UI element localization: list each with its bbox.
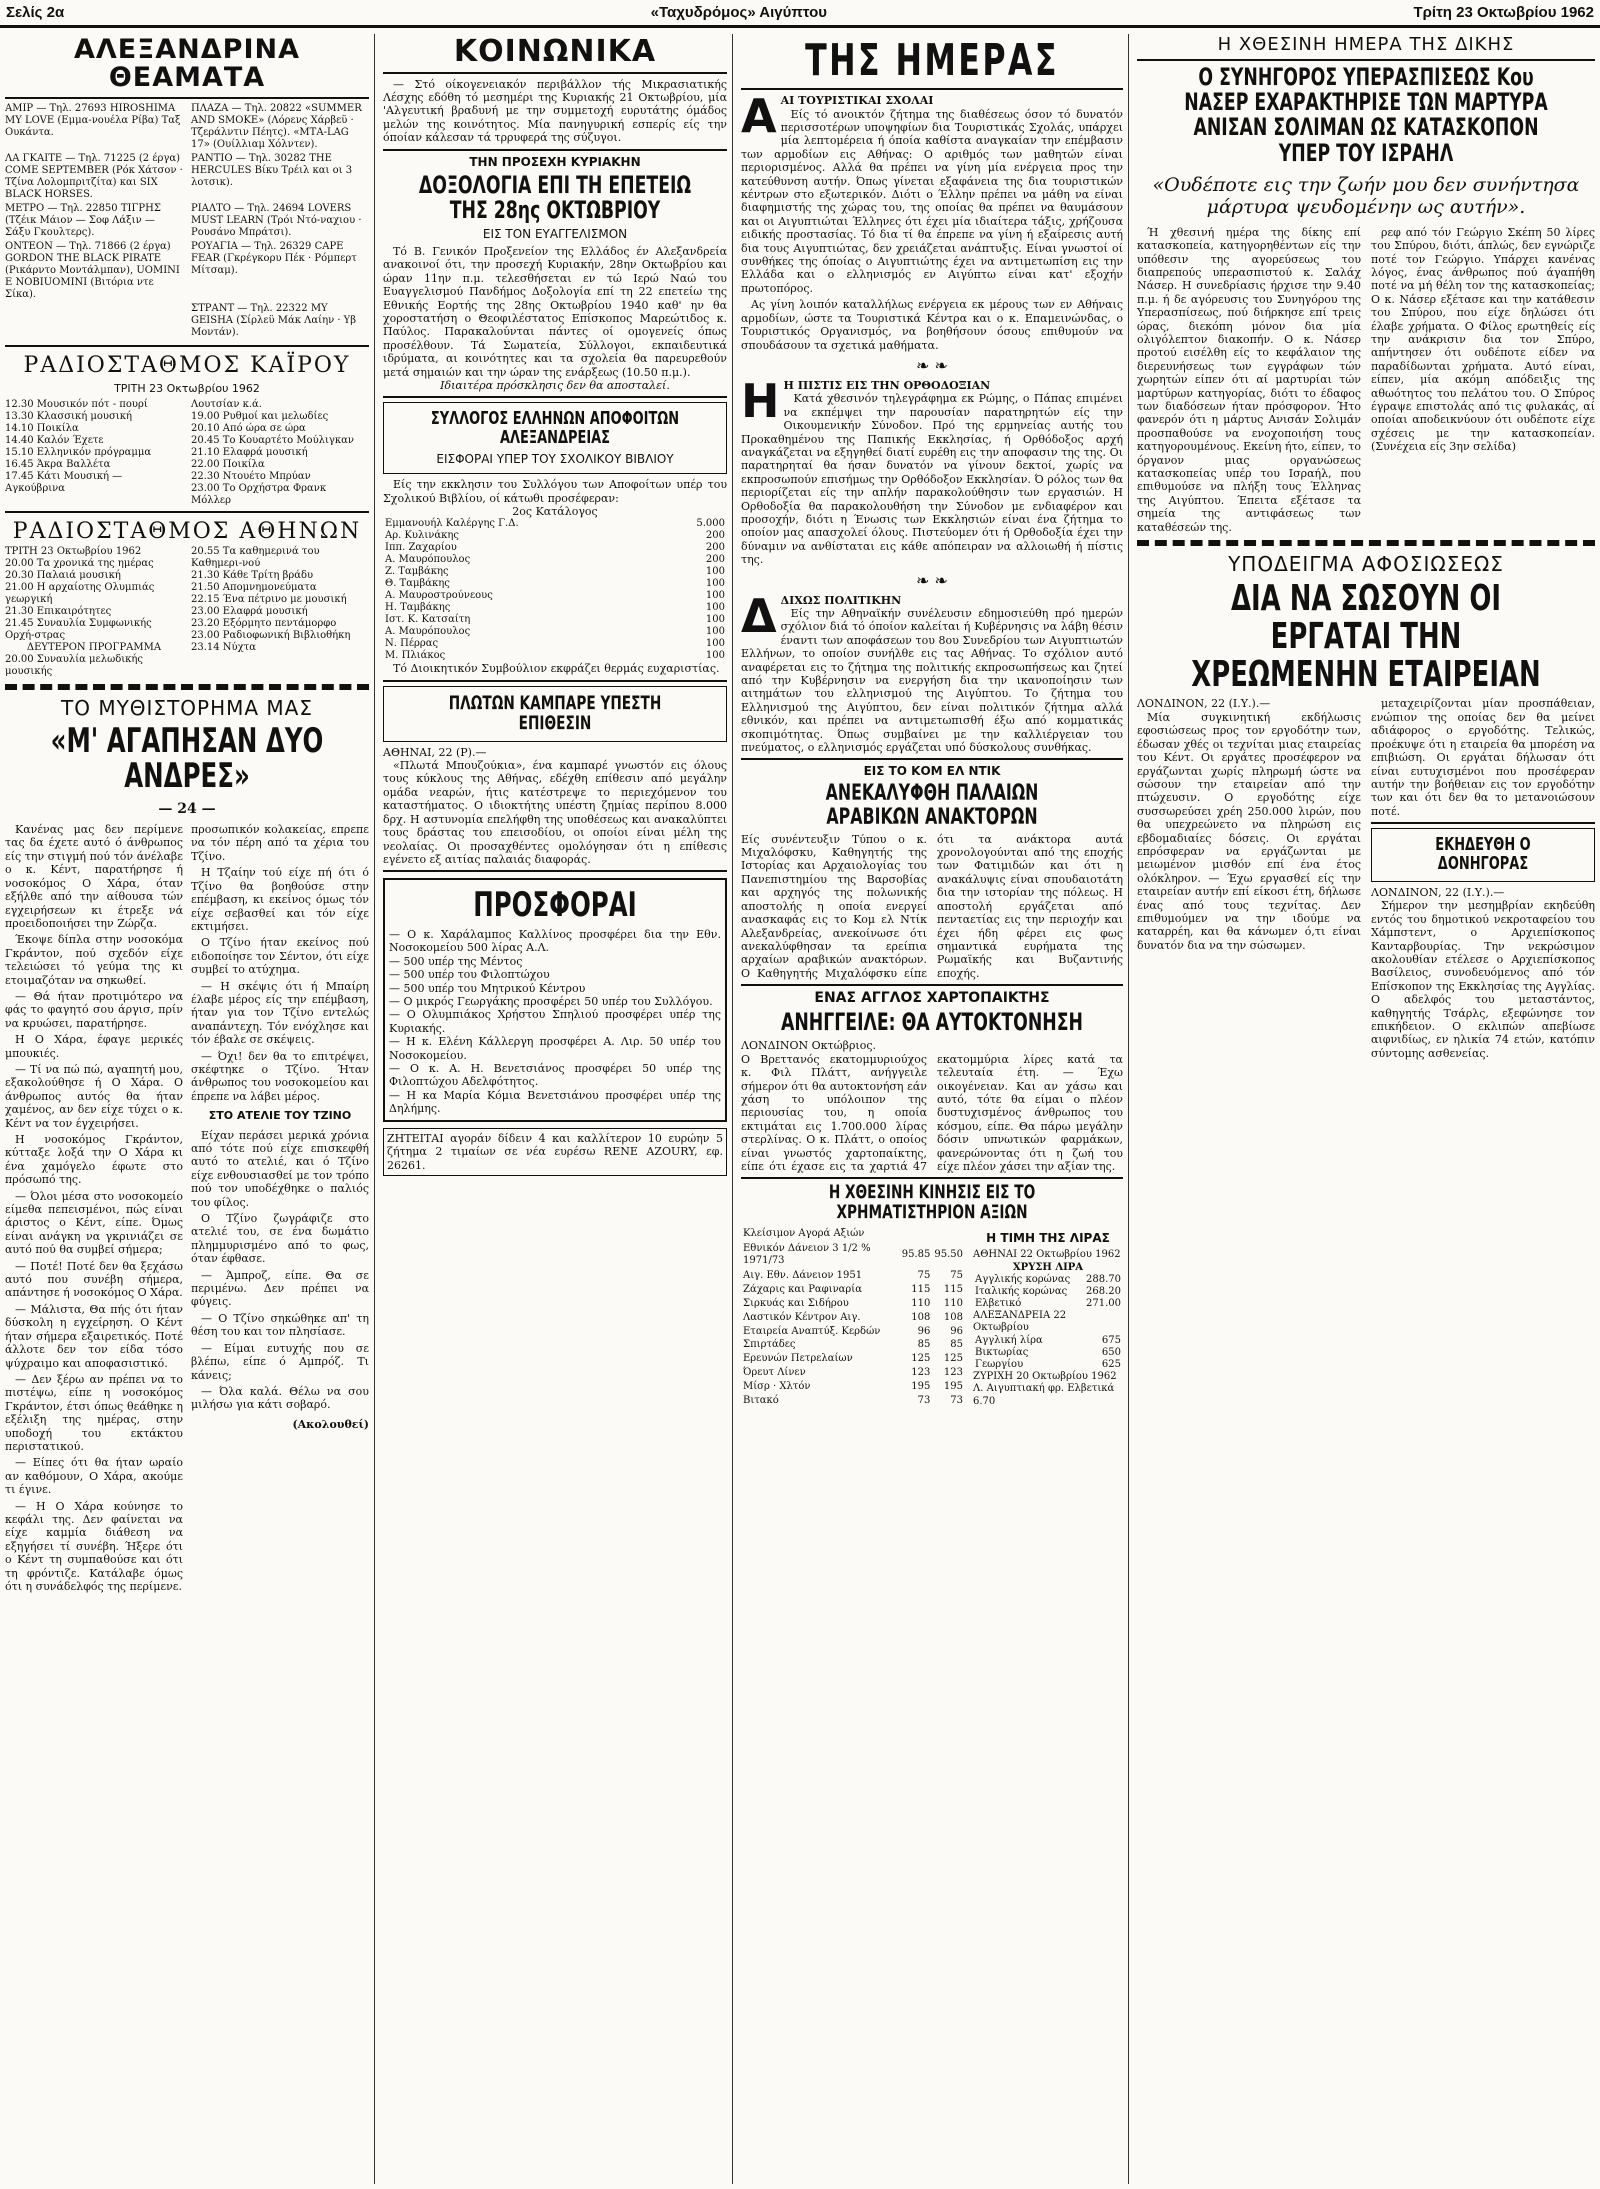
gold-row-cell: Ελβετικό — [975, 1298, 1022, 1310]
novel-body-left — [5, 823, 183, 1596]
donation-row — [383, 554, 727, 566]
schedule-row: 20.00 Συναυλία μελωδικής μουσικής — [5, 653, 144, 677]
trial-label: Η ΧΘΕΣΙΝΗ ΗΜΕΡΑ ΤΗΣ ΔΙΚΗΣ — [1217, 34, 1515, 55]
market-row — [741, 1325, 965, 1339]
schedule-row: 20.10 Από ώρα σε ώρα — [191, 422, 306, 434]
market-row-cell: Εταιρεία Αναπτύξ. Κερδών — [743, 1325, 881, 1337]
trial-quote: «Ουδέποτε εις την ζωήν μου δεν συνήντησα μάρτυρα ψευδομένην ως αυτήν». — [1152, 173, 1580, 218]
schedule-row: 15.10 Ελληνικόν πρόγραμμα — [5, 446, 152, 458]
column-news — [1132, 34, 1600, 2184]
market-row-cell: 123 — [911, 1367, 931, 1379]
cinema-listings — [5, 103, 369, 341]
schedule-row: 21.45 Συναυλία Συμφωνικής Ορχή-στρας — [5, 617, 152, 641]
donation-row — [383, 578, 727, 590]
schedule-row: 20.00 Τα χρονικά της ημέρας — [5, 557, 154, 569]
market-row-cell: 125 — [943, 1353, 963, 1365]
market-row — [741, 1394, 965, 1408]
schedule-row: 23.00 Ραδιοφωνική Βιβλιοθήκη — [191, 629, 351, 641]
butcher-box — [1371, 828, 1595, 882]
novel-paragraph: Η νοσοκόμος Γκράντον, κύτταξε λοξά την Ο Χάρα κι ένα χαμόγελο έφωτε στο πρόσωπό της. — [5, 1133, 183, 1187]
market-table — [741, 1227, 965, 1408]
schools-article — [741, 89, 1123, 352]
gold-row-cell: 288.70 — [1086, 1274, 1121, 1286]
ortho-title: Η ΠΙΣΤΙΣ ΕΙΣ ΤΗΝ ΟΡΘΟΔΟΞΙΑΝ — [783, 378, 991, 392]
gold-alex-row — [973, 1359, 1123, 1371]
plastiras-title: ΠΛΩΤΩΝ ΚΑΜΠΑΡΕ ΥΠΕΣΤΗ ΕΠΙΘΕΣΙΝ — [448, 691, 662, 734]
gold-alex-row — [973, 1347, 1123, 1359]
dropcap: Α — [741, 89, 777, 144]
gold-sub: ΧΡΥΣΗ ΛΙΡΑ — [1012, 1261, 1084, 1273]
market-row-cell: 73 — [917, 1395, 931, 1407]
kom-text: Είς συνέντευξιν Τύπου ο κ. Μιχαλόφσκυ, Καθηγητής της Ιστορίας και Αρχαιολογίας του Πανεπιστημίου της Βαρσοβίας και αρχηγός της πολωνικής αποστολής η οποία ενεργεί ανασκαφάς εις το Κομ ελ Ντίκ Αλεξανδρείας, ανεκοίνωσε ότι ανεκαλύφθησαν τα ερείπια αρχαίων αραβικών ανακτόρων. Ο Καθηγητής Μιχαλόφσκυ είπε ότι τα ανάκτορα αυτά χρονολογούνται από της εποχής των Φατιμιδών και ότι η ανακάλυψις είναι σπουδαιοτάτη δια την ιστορίαν της πόλεως. Η αποστολή εργάζεται από πενταετίας εις την περιοχήν και έχει ήδη φέρει εις φως σημαντικά ευρήματα της Ρωμαϊκής και Βυζαντινής εποχής. — [741, 832, 1123, 980]
listing-item: ΜΕΤΡΟ — Τηλ. 22850 ΤΙΓΡΗΣ (Τζέικ Μάιον — Σοφ Λάξιν — Σάξυ Γκουλτερς). — [5, 202, 161, 238]
market-row-cell — [932, 1227, 965, 1241]
listing-item: ΛΑ ΓΚΑΙΤΕ — Τηλ. 71225 (2 έργα) COME SEPTEMBER (Ρόκ Χάτσον · Τζίνα Λολομπριτζίτα) και SIX BLACK HORSES. — [5, 152, 183, 200]
schedule-row: 23.00 Το Ορχήστρα Φρανκ Μόλλερ — [191, 482, 327, 506]
ortho-article — [741, 373, 1123, 567]
policy-title: ΔΙΧΩΣ ΠΟΛΙΤΙΚΗΝ — [780, 593, 902, 607]
social-text: — Στό οίκογενειακόν περιβάλλον τής Μικρασιατικής Λέσχης εδόθη τό μεσημέρι της Κυριακής 21 Οκτωβρίου, μία 'Αλγευτική βραδυνή με την συμμετοχή ευρυτάτης όμάδος μελών της κοινότητος. Μία πανηγυρική εσπερίς είς την όποίαν κάλεσαν τά τρρυφερά της σύζυγοι. — [383, 77, 727, 145]
novel-paragraph: — Άμπροζ, είπε. Θα σε περιμένω. Δεν πρέπει να φύγεις. — [191, 1268, 369, 1309]
assoc-list-label: 2ος Κατάλογος — [512, 504, 598, 518]
offer-item: — 500 υπέρ του Φιλοπτώχου — [389, 968, 550, 982]
market-row-cell: 85 — [917, 1339, 931, 1351]
gambler-title: ΑΝΗΓΓΕΙΛΕ: ΘΑ ΑΥΤΟΚΤΟΝΗΣΗ — [780, 1008, 1084, 1037]
devotion-text2: μεταχειρίζονται μίαν προσπάθειαν, ενώπιον της οποίας δεν θα μείνει αδιάφορος ο εργοδότης. Τελικώς, προέκυψε ότι η εταιρεία θα μπορέση να επιβιώση. Οι εργάται δήλωσαν ότι είναι ευτυχισμένοι που προσέφεραν αυτήν την βοήθειαν εις τον εργοδότην των και ότι δεν θα το μετανοιώσουν ποτέ. — [1371, 697, 1595, 818]
novel-paragraph: — Ποτέ! Ποτέ δεν θα ξεχάσω αυτό που συνέβη σήμερα, απάντησε ή νοσοκόμος Ο Χάρα. — [5, 1259, 183, 1300]
schedule-row: 22.15 Ένα πέτρινο με μουσική — [191, 593, 347, 605]
assoc-text: Είς την εκκλησιν του Συλλόγου των Αποφοίτων υπέρ του Σχολικού Βιβλίου, οί κάτωθι προσέφεραν: — [383, 478, 727, 505]
market-row-cell: Λαστικόν Κέντρον Αιγ. — [743, 1311, 861, 1323]
donation-row — [383, 602, 727, 614]
gold-alex-row — [973, 1335, 1123, 1347]
donation-row-cell: Αρ. Κυλινάκης — [385, 530, 459, 542]
listing-item: ΡΟΥΑΓΙΑ — Τηλ. 26329 CAPE FEAR (Γκρέγκορυ Πέκ · Ρόμπερτ Μίτσαμ). — [191, 240, 357, 276]
column-social — [378, 34, 733, 2184]
donation-row-cell: Ζ. Ταμβάκης — [385, 566, 449, 578]
theatres-title: ΑΛΕΞΑΝΔΡΙΝΑ ΘΕΑΜΑΤΑ — [73, 34, 300, 94]
devotion-label: ΥΠΟΔΕΙΓΜΑ ΑΦΟΣΙΩΣΕΩΣ — [1228, 552, 1504, 577]
schedule-row: Λουτσίαν κ.ά. — [191, 398, 262, 410]
donation-row-cell: Α. Μαυρόπουλος — [385, 626, 471, 638]
donation-row — [383, 566, 727, 578]
donation-row — [383, 650, 727, 662]
donation-row-cell: 100 — [705, 602, 725, 614]
novel-paragraph: — Είμαι ευτυχής που σε βλέπω, είπε ό Αμπρόζ. Τι κάνεις; — [191, 1341, 369, 1382]
offer-item: — Ο κ. Α. Η. Βενετσιάνος προσφέρει 50 υπέρ της Φιλοπτώχου Αδελφότητος. — [389, 1062, 721, 1089]
dropcap: Δ — [741, 588, 777, 643]
market-row-cell: Βιτακό — [743, 1395, 779, 1407]
listing-item: ΑΜΙΡ — Τηλ. 27693 HIROSHIMA MY LOVE (Εμμα-νουέλα Ρίβα) Ταξ Ουκάντα. — [5, 102, 181, 138]
donation-row-cell: Α. Μαυρόπουλος — [385, 554, 471, 566]
schools-title: ΑΙ ΤΟΥΡΙΣΤΙΚΑΙ ΣΧΟΛΑΙ — [780, 94, 934, 108]
editorial-title: ΤΗΣ ΗΜΕΡΑΣ — [805, 35, 1059, 86]
gold-row — [973, 1286, 1123, 1298]
novel-paragraph: Ο Τζίνο ήταν εκείνος πού ειδοποίησε τον Σέντον, ότι είχε συμβεί το ατύχημα. — [191, 936, 369, 977]
listing-item: ΠΛΑΖΑ — Τηλ. 20822 «SUMMER AND SMOKE» (Λόρενς Χάρβεϋ · Τζεράλντιν Πέητς). «ΜΤΑ-LAG 17» (Ουίλλιαμ Χόλντεν). — [191, 102, 362, 150]
sunday-label: ΤΗΝ ΠΡΟΣΕΧΗ ΚΥΡΙΑΚΗΝ — [469, 154, 641, 169]
market-row-cell: 110 — [943, 1297, 963, 1309]
kom-label: ΕΙΣ ΤΟ ΚΟΜ ΕΛ ΝΤΙΚ — [863, 764, 1001, 779]
listing-item: ΡΑΝΤΙΟ — Τηλ. 30282 THE HERCULES Βίκυ Τρέιλ και οι 3 λοτσικ). — [191, 152, 353, 188]
donation-row-cell: 100 — [705, 566, 725, 578]
schedule-row: 23.00 Ελαφρά μουσική — [191, 605, 308, 617]
schedule-row: 17.45 Κάτι Μουσική — Αγκούβρινα — [5, 470, 123, 494]
radio-cairo-title: ΡΑΔΙΟΣΤΑΘΜΟΣ ΚΑΪΡΟΥ — [23, 352, 351, 378]
gold-row-cell: Ιταλικής κορώνας — [975, 1286, 1068, 1298]
donation-row-cell: Ιστ. Κ. Κατσαίτη — [385, 614, 471, 626]
gold-row-cell: Αγγλικής κορώνας — [975, 1274, 1071, 1286]
gold-row-cell: 268.20 — [1086, 1286, 1121, 1298]
policy-text: Είς την Αθηναϊκήν συνέλευσιν εδημοσιεύθη πρό ημερών σχόλιον διά τό όποίον καλείται ή Κυβέρνησις να λάβη θέσιν έναντι των αποφάσεων του 8ου Συνεδρίου των Αιγυπτιωτών Ελλήνων, το οποίον συνήλθε εις τας Αθήνας. Το σχόλιον αυτό αναφέρεται εις το ζήτημα της πολιτικής εκπροσωπήσεως και ζητεί από την Κυβέρνησιν να ενεργήση δια την ικανοποίησιν των αιτημάτων του ελληνισμού της Αιγύπτου. Το ζήτημα του Ελληνισμού της Αιγύπτου, δεν είναι πολιτικόν ζήτημα αλλά εθνικόν, και πρέπει να αντιμετωπισθή έξω από κομματικάς σκοπιμότητας. Όπως συμβαίνει με την καλλιέργειαν του πνεύματος, ο ελληνισμός εργάζεται υπό δύσκολους συνθήκας. — [741, 607, 1123, 755]
schedule-row: 21.00 Η αρχαίοτης Ολυμπιάς γεωργική — [5, 581, 155, 605]
novel-paragraph: — Η σκέψις ότι ή Μπαίρη έλαβε μέρος είς την επέμβαση, ήταν για τον Τζίνο εντελώς αναπάντεχη. Τόν ενόχλησε και τόν έβαλε σε σκέψεις. — [191, 979, 369, 1047]
offer-item: — 500 υπέρ της Μέντος — [389, 954, 523, 968]
donation-row-cell: Η. Ταμβάκης — [385, 602, 451, 614]
market-row-cell: Σπιρτάδες — [743, 1339, 796, 1351]
market-row-cell: 95.50 — [934, 1249, 963, 1261]
gold-athens: ΑΘΗΝΑΙ 22 Οκτωβρίου 1962 — [973, 1249, 1121, 1261]
market-row-cell: 195 — [943, 1381, 963, 1393]
butcher-dateline: ΛΟΝΔΙΝΟΝ, 22 (Ι.Υ.).— — [1371, 885, 1505, 899]
schedule-row: 13.30 Κλασσική μουσική — [5, 410, 132, 422]
schedule-row: 23.20 Εξόρμητο πεντάμορφο — [191, 617, 337, 629]
gold-zurich: ΖΥΡΙΧΗ 20 Οκτωβρίου 1962 — [973, 1370, 1117, 1382]
market-row — [741, 1283, 965, 1297]
offer-item: — Ο μικρός Γεωργάκης προσφέρει 50 υπέρ του Συλλόγου. — [389, 995, 713, 1009]
novel-continued: (Ακολουθεί) — [292, 1417, 369, 1431]
devotion-dateline: ΛΟΝΔΙΝΟΝ, 22 (Ι.Υ.).— — [1137, 697, 1271, 711]
market-row-cell: 75 — [917, 1269, 931, 1281]
novel-paragraph: Κανένας μας δεν περίμενε τας δα έχετε αυτό ό άνθρωπος είς την στιγμή πού τόν άνέλαβε ο κ. Κέντ, παρατήρησε ή νοσοκόμος Ο Χάρα, όταν εξήλθε από την αίθουσα τών εγχειρήσεων κι έτρεξε νά προειδοποιήσει την Ζώρζα. — [5, 823, 183, 930]
schedule-row: 22.30 Ντουέτο Μπρύαν — [191, 470, 311, 482]
offer-item: — Ο κ. Χαράλαμπος Καλλίνος προσφέρει δια την Εθν. Νοσοκομείου 500 λίρας Α.Λ. — [389, 928, 721, 955]
donation-row-cell: Εμμανουήλ Καλέργης Γ.Δ. — [385, 518, 519, 530]
donation-row — [383, 626, 727, 638]
market-row-cell: 115 — [911, 1283, 931, 1295]
market-row-cell: 123 — [943, 1367, 963, 1379]
radio-cairo-schedule — [5, 399, 369, 507]
plastiras-box — [383, 686, 727, 742]
gold-row-cell: 271.00 — [1086, 1298, 1121, 1310]
market-row-cell: Αιγ. Εθν. Δάνειον 1951 — [743, 1269, 863, 1281]
market-row-cell: Σιρκυάς και Σιδήρου — [743, 1297, 849, 1309]
assoc-sub: ΕΙΣΦΟΡΑΙ ΥΠΕΡ ΤΟΥ ΣΧΟΛΙΚΟΥ ΒΙΒΛΙΟΥ — [436, 452, 674, 467]
radio-athens-schedule — [5, 546, 369, 678]
schedule-row: 19.00 Ρυθμοί και μελωδίες — [191, 410, 329, 422]
schedule-row: 14.10 Ποικίλα — [5, 422, 79, 434]
novel-paragraph: — Όλα καλά. Θέλω να σου μιλήσω για κάτι σοβαρό. — [191, 1384, 369, 1412]
butcher-text: Σήμερον την μεσημβρίαν εκηδεύθη εντός του δημοτικού νεκροταφείου του Χάμπστεντ, ο Αρχιεπίσκοπος Κανταρβουρίας. Την νεκρώσιμον ακολουθίαν ετέλεσε ο Αρχιεπίσκοπος Βασίλειος, συνοδευόμενος από τόν Επίσκοπον της Εκκλησίας της Αγγλίας. Ο αδελφός του μεταστάντος, καθηγητής Τσάρλς, εξεφώνησε τον επικήδειον. Ο εκλιπών απεβίωσε αιφνιδίως, εν ηλικία 74 ετών, κατόπιν σύντομης ασθενείας. — [1371, 899, 1595, 1060]
donation-row-cell: Ν. Πέρρας — [385, 638, 439, 650]
market-row-cell: 108 — [911, 1311, 931, 1323]
column-entertainment — [0, 34, 375, 2184]
market-row — [741, 1297, 965, 1311]
gold-title: Η ΤΙΜΗ ΤΗΣ ΛΙΡΑΣ — [986, 1231, 1110, 1246]
donation-row — [383, 530, 727, 542]
page-number: Σελίς 2α — [6, 4, 65, 21]
market-row-cell: 95.85 — [901, 1249, 931, 1261]
listing-item: ΣΤΡΑΝΤ — Τηλ. 22322 MY GEISHA (Σίρλεϋ Μάκ Λαίην · Υβ Μοντάν). — [191, 302, 357, 338]
donation-row — [383, 518, 727, 530]
offers-title: ΠΡΟΣΦΟΡΑΙ — [473, 885, 637, 926]
gold-alex-row-cell: 675 — [1101, 1334, 1121, 1346]
gold-alex-row-cell: Βικτωρίας — [975, 1346, 1029, 1358]
market-row-cell: 125 — [911, 1353, 931, 1365]
donation-row-cell: Α. Μαυροστρούνεους — [385, 590, 493, 602]
market-row-cell: 110 — [911, 1297, 931, 1309]
market-row-cell: 75 — [950, 1269, 963, 1281]
gold-zurich-row: Λ. Αιγυπτιακή φρ. Ελβετικά 6.70 — [973, 1383, 1115, 1407]
schedule-row: ΔΕΥΤΕΡΟΝ ΠΡΟΓΡΑΜΜΑ — [26, 641, 162, 653]
gold-row — [973, 1298, 1123, 1310]
wanted-ad: ΖΗΤΕΙΤΑΙ αγοράν δίδειν 4 και καλλίτερον 10 ευρώην 5 ζήτημα 2 τιμαίων σε νέα ευρέσω RENE AZOURY, εφ. 26261. — [383, 1128, 727, 1176]
gambler-dateline: ΛΟΝΔΙΝΟΝ Οκτώβριος. — [741, 1039, 877, 1053]
donation-row-cell: Ιππ. Ζαχαρίου — [385, 542, 457, 554]
schedule-row: 21.50 Απομνημονεύματα — [191, 581, 317, 593]
novel-paragraph: Η Ο Χάρα, έφαγε μερικές μπουκιές. — [5, 1033, 183, 1060]
column-editorial — [736, 34, 1129, 2184]
market-row-cell: 96 — [917, 1325, 931, 1337]
gambler-label: ΕΝΑΣ ΑΓΓΛΟΣ ΧΑΡΤΟΠΑΙΚΤΗΣ — [814, 990, 1050, 1007]
novel-title: «Μ' ΑΓΑΠΗΣΑΝ ΔΥΟ ΑΝΔΡΕΣ» — [50, 720, 324, 797]
market-row-cell: 73 — [950, 1395, 963, 1407]
trial-title: Ο ΣΥΝΗΓΟΡΟΣ ΥΠΕΡΑΣΠΙΣΕΩΣ Κου ΝΑΣΕΡ ΕΧΑΡΑΚΤΗΡΙΣΕ ΤΩΝ ΜΑΡΤΥΡΑ ΑΝΙΣΑΝ ΣΟΛΙΜΑΝ ΩΣ ΚΑΤΑΣΚΟΠΟΝ ΥΠΕΡ ΤΟΥ ΙΣΡΑΗΛ — [1184, 63, 1548, 167]
novel-paragraph: — Θά ήταν προτιμότερο να φάς το φαγητό σου άργισ, πρίν να κρυώσει, παρατήρησε. — [5, 989, 183, 1030]
novel-body-right — [191, 823, 369, 1596]
novel-paragraph: — Όλοι μέσα στο νοσοκομείο είμεθα πεπεισμένοι, πώς είναι άριστος ο Κέντ, είπε. Όμως είναι ανάγκη να γκρινιάζει σε αυτό πού θα συμβεί σήμερα; — [5, 1189, 183, 1257]
gold-prices — [973, 1227, 1123, 1408]
offers-box — [383, 878, 727, 1121]
novel-paragraph: — Είπες ότι θα ήταν ωραίο αν καθόμουν, Ο Χάρα, ακούμε τι έγινε. — [5, 1456, 183, 1497]
market-row — [741, 1241, 965, 1269]
schedule-row: 23.14 Νύχτα — [191, 641, 256, 653]
market-row — [741, 1227, 965, 1241]
gold-alex: ΑΛΕΞΑΝΔΡΕΙΑ 22 Οκτωβρίου — [973, 1310, 1067, 1334]
social-title: ΚΟΙΝΩΝΙΚΑ — [453, 34, 657, 69]
plastiras-text: «Πλωτά Μπουζούκια», ένα καμπαρέ γνωστόν εις όλους τους κύκλους της Αθήνας, εδέχθη επίθεσιν από μεγάλην ομάδα νεαρών, ήτις κατέστρεψε το περιεχόμενον του καταστήματος. Ο ιδιοκτήτης υπέστη ζημίας περίπου 8.000 δρχ. Η αστυνομία επελήφθη της υποθέσεως και ανακαλύπτει τους δράστας του επεισοδίου, οι οποίοι είναι μέλη της νεολαίας. Οι προσαχθέντες ομολόγησαν ότι η επίθεσις εγένετο εξ αιτίας παλαιάς διαφοράς. — [383, 759, 727, 866]
offer-item: — Ο Ολυμπιάκος Χρήστου Σπηλιού προσφέρει υπέρ της Κυριακής. — [389, 1008, 721, 1035]
kom-title: ΑΝΕΚΑΛΥΦΘΗ ΠΑΛΑΙΩΝ ΑΡΑΒΙΚΩΝ ΑΝΑΚΤΟΡΩΝ — [825, 781, 1039, 830]
donation-row — [383, 590, 727, 602]
donation-row-cell: 200 — [705, 530, 725, 542]
donation-row-cell: 200 — [705, 542, 725, 554]
offer-item: — Η κ. Ελένη Κάλλεργη προσφέρει Α. Λιρ. 50 υπέρ του Νοσοκομείου. — [389, 1035, 721, 1062]
novel-paragraph: Η Τζαίην τού είχε πή ότι ό Τζίνο θα βοηθούσε στην επέμβαση, κι εκείνος όμως τόν είχε σεβασθεί και τόν είχε εκτιμήσει. — [191, 866, 369, 933]
devotion-text: Μία συγκινητική εκδήλωσις εφοσιώσεως προς τον εργοδότην των, έδωσαν χθές οι τεχνίται μιας εταιρείας του Κέντ. Οι εργάτες προσέφερον να εργάζωνται χωρίς πληρωμή ώστε να σώσουν την εταιρείαν από την πτώχευσιν. Ο εργοδότης είχε συσσωρεύσει χρέη 250.000 λιρών, που θα υπεχρεώνετο να πληρώση εις εβδομαδιαίες δόσεις. Οι εργάται επρόσφεραν να εργάζωνται με μειωμένον μισθόν επί ένα έτος ολόκληρον. — Έχω εργασθεί είς την εταιρείαν αυτήν επί είκοσι έτη, δήλωσε ένας από τους τεχνίτας. Δεν επιθυμούμεν να την ιδούμε να καταρρέη, και θα κάνωμεν ό,τι είναι δυνατόν δια να την σώσωμεν. — [1137, 710, 1361, 952]
schedule-row: 20.30 Παλαιά μουσική — [5, 569, 121, 581]
donation-row — [383, 542, 727, 554]
donation-row-cell: 100 — [705, 626, 725, 638]
listing-item: ΟΝΤΕΟΝ — Τηλ. 71866 (2 έργα) GORDON THE BLACK PIRATE (Ρικάρντο Μοντάλμπαν), UOMINI E NOBIUOMINI (Βιτόρια ντε Σίκα). — [5, 240, 180, 300]
ornament-icon: ❧ ❧ — [916, 355, 948, 375]
market-row — [741, 1339, 965, 1353]
gold-row — [973, 1274, 1123, 1286]
novel-paragraph: Έκοψε δίπλα στην νοσοκόμα Γκράντον, πού σχεδόν είχε τελειώσει τό γεύμα της κι ετοιμαζόταν να σηκωθεί. — [5, 933, 183, 987]
market-row-cell: Όρευτ Λίνεν — [743, 1367, 806, 1379]
plastiras-dateline: ΑΘΗΝΑΙ, 22 (Ρ).— — [383, 745, 487, 759]
butcher-title: ΕΚΗΔΕΥΘΗ Ο ΔΟΝΗΓΟΡΑΣ — [1435, 834, 1531, 875]
schedule-row: 12.30 Μουσικόν πότ - πουρί — [5, 398, 148, 410]
market-row-cell: 115 — [943, 1283, 963, 1295]
novel-episode: — 24 — — [158, 801, 216, 818]
market-row-cell: Ζάχαρις και Ραφιναρία — [743, 1283, 862, 1295]
schedule-row: 20.55 Τα καθημερινά του Καθημερι-νού — [191, 545, 320, 569]
devotion-body-right — [1371, 697, 1595, 1060]
offer-item: — Η κα Μαρία Κόμια Βενετσιάνου προσφέρει υπέρ της Δηλήμης. — [389, 1088, 721, 1116]
issue-date: Τρίτη 23 Οκτωβρίου 1962 — [1413, 4, 1594, 21]
novel-paragraph: — Τί να πώ πώ, αγαπητή μου, εξακολούθησε ή Ο Χάρα. Ο άνθρωπος αυτός θα ήταν χαμένος, αν δεν είχε τύχει ο κ. Κέντ να τον έγχειρήσει. — [5, 1062, 183, 1130]
market-row-cell: Ερευνών Πετρελαίων — [743, 1353, 853, 1365]
market-row-cell: 108 — [943, 1311, 963, 1323]
doxology-note: Ιδιαιτέρα πρόσκλησις δεν θα αποσταλεί. — [440, 378, 670, 392]
schedule-row: 14.40 Καλόν Έχετε — [5, 434, 104, 446]
assoc-box — [383, 402, 727, 474]
novel-paragraph: Ο Τζίνο ζωγράφιζε στο ατελιέ του, σε ένα δωμάτιο πλημμυρισμένο από το φως, όταν έφθασε. — [191, 1212, 369, 1266]
ortho-text: Κατά χθεσινόν τηλεγράφημα εκ Ρώμης, ο Πάπας επιμένει να εκπέμψει την παρουσίαν παρατηρητών είς την Οικουμενικήν Σύνοδον. Πρό της ερμηνείας αυτής του Προκαθημένου της Παπικής Εκκλησίας, ή Ορθόδοξος αρχή αναγκάζεται να εξηγηθεί διατί ευρέθη εις την αποφασιν της της. Οι παρατηρηταί θα ήσαν δυνατόν να γίνουν δεκτοί, χωρίς να εκπροσωπούν επισήμως την Ορθόδοξον Εκκλησίαν. Ό ρόλος των θα περιορίζεται είς την απλήν παρακολούθησιν των εργασιών. Η Ορθοδοξία θα παρακολουθήση την Σύνοδον με ενδιαφέρον και προσοχήν, διότι η Ένωσις των Εκκλησιών είναι ένα ζήτημα το οποίον μας απασχολεί όλους. Πιστεύομεν ότι ή Ορθοδοξία έχει την δύναμιν να ανθίσταται εις κάθε απόπειραν να αλλοιωθή ή πίστις της. — [741, 392, 1123, 567]
market-row — [741, 1380, 965, 1394]
listing-item: ΡΙΑΛΤΟ — Τηλ. 24694 LOVERS MUST LEARN (Τρόι Ντό-ναχιου · Ρουσάνο Μπράτσι). — [191, 202, 362, 238]
doxology-title: ΔΟΞΟΛΟΓΙΑ ΕΠΙ ΤΗ ΕΠΕΤΕΙΩ ΤΗΣ 28ης ΟΚΤΩΒΡΙΟΥ — [418, 170, 692, 224]
market-row-cell: Εθνικόν Δάνειον 3 1/2 % 1971/73 — [743, 1243, 871, 1267]
donation-row — [383, 614, 727, 626]
donation-row-cell: Θ. Ταμβάκης — [385, 578, 450, 590]
donations-table — [383, 518, 727, 662]
devotion-body — [1137, 697, 1361, 1060]
gold-alex-row-cell: Αγγλική λίρα — [975, 1334, 1043, 1346]
schedule-row: 16.45 Άκρα Βαλλέτα — [5, 458, 111, 470]
market-row — [741, 1352, 965, 1366]
market-row-cell: Κλείσιμον Αγορά Αξιών — [743, 1228, 865, 1240]
schedule-row: 21.30 Κάθε Τρίτη βράδυ — [191, 569, 314, 581]
radio-athens-title: ΡΑΔΙΟΣΤΑΘΜΟΣ ΑΘΗΝΩΝ — [12, 518, 362, 544]
donation-row-cell: 100 — [705, 614, 725, 626]
novel-paragraph: Είχαν περάσει μερικά χρόνια από τότε πού είχε επισκεφθή αυτό το ατελιέ, και ό Τζίνο είχε ενθουσιασθεί με τον τρόπο πού τον υποδέχθηκε ο παλιός του φίλος. — [191, 1128, 369, 1209]
schedule-row: 20.45 Το Κουαρτέτο Μούλιγκαν — [191, 434, 354, 446]
novel-paragraph: — Δεν ξέρω αν πρέπει να το πιστέψω, είπε η νοσοκόμος Γκράντον, έτσι όπως θεάθηκε η εξέλιξη της ημέρας, στην υποδοχή του εκτάκτου περιστατικού. — [5, 1372, 183, 1453]
market-row — [741, 1269, 965, 1283]
novel-paragraph: — Η Ο Χάρα κούνησε το κεφάλι της. Δεν φαίνεται να είχε καμμία διάθεση να εξηγήσει τί συνέβη. Ήξερε ότι ο Κέντ τη συμπαθούσε και ότι τη φρόντιζε. Κατάλαβε όμως ότι η συνάδελφός της περίμενε. — [5, 1499, 183, 1593]
donation-row-cell: 5.000 — [696, 518, 725, 530]
market-row-cell — [900, 1227, 933, 1241]
donation-row-cell: 100 — [705, 578, 725, 590]
novel-paragraph: — Όχι! δεν θα το επιτρέψει, σκέφτηκε ο Τζίνο. Ήταν άνθρωπος του νοσοκομείου και έπρεπε να λάβει μέρος. — [191, 1049, 369, 1103]
market-row-cell: Μίσρ · Χλτόν — [743, 1381, 811, 1393]
dropcap: Η — [741, 373, 780, 428]
donation-row — [383, 638, 727, 650]
schedule-row: 22.00 Ποικίλα — [191, 458, 265, 470]
donation-row-cell: 100 — [705, 650, 725, 662]
masthead — [0, 0, 1600, 28]
ornament-icon: ❧ ❧ — [916, 570, 948, 590]
trial-text2: ρεφ από τόν Γεώργιο Σκέπη 50 λίρες του Σπύρου, διότι, άπλώς, δεν εγνώριζε ποτέ τον Γεώργιο. Υπάρχει κανένας λόγος, ένας άνθρωπος πού άγαπήθη ποτέ να μή θέλη τον της κατασκοπείας; Ο κ. Νάσερ εξέτασε και την κατάθεσιν του Σπύρου, που είχε δηλώσει ότι έλαβε χρήματα. Ο Φίλος ερωτηθείς είς την ανάκρισιν δια τον Σπύρο, απήντησεν ότι ουδέποτε είδεν να παραδίδωνται χρήματα. Αυτό είναι, είπεν, μία ακόμη απόδειξις της αθωότητος του πελάτου του. Ο Σπύρος έγραψε επιστολάς από τις φυλακάς, αί οποίαι αποδεικνύουν ότι ουδέποτε είχε σχέσεις με την κατασκοπείαν. (Συνέχεια είς 3ην σελίδα) — [1371, 225, 1595, 454]
schools-text2: Ας γίνη λοιπόν καταλλήλως ενέργεια εκ μέρους των εν Αθήναις αρμοδίων, ώστε τα Τουριστικά Κέντρα και ο κ. Επαμεινώνδας, ο Τουριστικός Οργανισμός, να βοηθήσουν όσους επιθυμούν να σπουδάσουν τα σχετικά μαθήματα. — [741, 298, 1123, 352]
market-row-cell: 96 — [950, 1325, 963, 1337]
offers-list — [389, 928, 721, 1116]
devotion-title: ΔΙΑ ΝΑ ΣΩΣΟΥΝ ΟΙ ΕΡΓΑΤΑΙ ΤΗΝ ΧΡΕΩΜΕΝΗΝ ΕΤΑΙΡΕΙΑΝ — [1191, 578, 1541, 695]
market-title: Η ΧΘΕΣΙΝΗ ΚΙΝΗΣΙΣ ΕΙΣ ΤΟ ΧΡΗΜΑΤΙΣΤΗΡΙΟΝ ΑΞΙΩΝ — [828, 1181, 1036, 1224]
gambler-text: Ο Βρεττανός εκατομμυριούχος κ. Φιλ Πλάττ, ανήγγειλε σήμερον ότι θα αυτοκτονήση εάν χάση το υπόλοιπον της περιουσίας του, η οποία εκτιμάται εις 1.700.000 λίρας στερλίνας. Ο κ. Πλάττ, ο οποίος είναι γνωστός χαρτοπαίκτης, είπε ότι έχασε εις τα χαρτιά 47 εκατομμύρια λίρες κατά τα τελευταία έτη. — Έχω οικογένειαν. Και αν χάσω και αυτό, τότε θα είμαι ο πλέον δυστυχισμένος άνθρωπος του κόσμου, είπε. Θα πάρω μεγάλην δόσιν υπνωτικών φαρμάκων, φανερώνοντας ότι η ζωή του είχε πλέον χάσει την αξίαν της. — [741, 1052, 1123, 1173]
radio-cairo-date: ΤΡΙΤΗ 23 Οκτωβρίου 1962 — [114, 381, 260, 395]
donation-row-cell: 100 — [705, 590, 725, 602]
schedule-date: ΤΡΙΤΗ 23 Οκτωβρίου 1962 — [5, 545, 142, 557]
gold-alex-row-cell: Γεωργίου — [975, 1358, 1024, 1370]
schedule-row: 21.10 Ελαφρά μουσική — [191, 446, 308, 458]
offer-item: — 500 υπέρ του Μητρικού Κέντρου — [389, 981, 586, 995]
schools-text: Είς τό ανοικτόν ζήτημα της διαθέσεως όσον τό δυνατόν περισσοτέρων υποψηφίων δια Τουριστικάς Σχολάς, υπάρχει μία λεπτομέρεια ή όποία καθίστα αναγκαίαν την επέμβασιν των αρμοδίων εις Αθήνας: Ο αριθμός των μαθητών είναι περιορισμένος. Αλλά θα πρέπει να γίνη μία ενέργεια προς την κατεύθυνση αυτήν. Όπως γίνεται εξαφάνεια της δια τουριστικών κέντρων στο εξωτερικόν. Διότι ο Έλλην πρέπει να μάθη να είναι διαφημιστής της χώρας του, της οποίας θα πρέπει να θαυμάσουν και οι Αιγυπτιώται Έλληνες ότι έχει μία ιδιαίτερα τάξις, χρήζουσα ειδικής προστασίας. Τό δια τί θα έπρεπε να γίνη ή εξαίρεσις αυτή δια τους Αιγυπτιώτας, δεν χρειάζεται ανάπτυξις. Είναι γνωστοί οί συνθήκες της όποίας ο Αιγυπτιώτης έχει να αντιμετωπίση εις την Ελλάδα και ο ελληνισμός εν Αιγύπτω είναι κατ' εξοχήν πρωτοπόρος. — [741, 107, 1123, 295]
assoc-title: ΣΥΛΛΟΓΟΣ ΕΛΛΗΝΩΝ ΑΠΟΦΟΙΤΩΝ ΑΛΕΞΑΝΔΡΕΙΑΣ — [430, 408, 680, 449]
doxology-text: Τό Β. Γενικόν Προξενείον της Ελλάδος έν Αλεξανδρεία ανακοινοί ότι, την προσεχή Κυριακήν, 28ην Οκτωβρίου και ώραν 11ην π.μ. τελεσθήσεται εν τώ Ιερώ Ναώ του Ευαγγελισμού Πανδήμος Δοξολογία επί τη 22 επετείω της Εθνικής Εορτής της 28ης Οκτωβρίου 1940 καθ' ην θα χοροστατήση ο Θεοφιλέστατος Επίσκοπος Μαρεώτιδος κ. Παύλος. Παρακαλούνται πάντες οί ομογενείς όπως προσέλθουν. Τά Σωματεία, Σύλλογοι, εκπαιδευτικά ιδρύματα, αι κοινότητες και τα σχολεία θα παρευρεθούν μετά σημαιών και την ώραν της ενάρξεως (10.50 π.μ.). — [383, 244, 727, 379]
market-row-cell: 195 — [911, 1381, 931, 1393]
trial-text: Ή χθεσινή ημέρα της δίκης επί κατασκοπεία, κατηγορηθέντων είς την υπόθεσιν της αγορεύσεως του διαπρεπούς υπερασπιστού κ. Σαλάχ Νάσερ. Η συνεδρίασις ήρχισε την 9.40 π.μ. ή δε αγόρευσις του Συνηγόρου της Υπερασπίσεως, πού διήρκησε επί τρεις ώρας, διεκόπη μόνον δια μία ολιγόλεπτον διακοπήν. Ο κ. Νάσερ προτού εισέλθη είς το κεφάλαιον της διερευνήσεως των εγγράφων τών χωρητών είπεν ότι αί μαρτυρίαι τών μαρτύρων κατηγορίας, διότι το έδαφος των διαδόσεων ήταν πρόσφορον. Ήτο φανερόν ότι η μάρτυς Ανισάν Σολιμάν προσπαθούσε να ενοχοποιήση τους κατηγορουμένους. Εκείνη ήτο, είπεν, το όργανον μιας οργανώσεως κατασκοπείας υπέρ του Ισραήλ, που επιθυμούσε να πλήξη τους Έλληνας της Αιγύπτου. Έπειτα εξέτασε τα σημεία της αντιφάσεως των καταθέσεών της. — [1137, 225, 1361, 534]
donation-row-cell: Μ. Πλιάκος — [385, 650, 446, 662]
gold-alex-row-cell: 650 — [1101, 1346, 1121, 1358]
doxology-sub: ΕΙΣ ΤΟΝ ΕΥΑΓΓΕΛΙΣΜΟΝ — [482, 226, 628, 241]
market-row — [741, 1311, 965, 1325]
market-row — [741, 1366, 965, 1380]
newspaper-name: «Ταχυδρόμος» Αιγύπτου — [650, 4, 827, 21]
policy-article — [741, 588, 1123, 755]
market-row-cell: 85 — [950, 1339, 963, 1351]
donation-row-cell: 100 — [705, 638, 725, 650]
donation-row-cell: 200 — [705, 554, 725, 566]
novel-paragraph: — Ο Τζίνο σηκώθηκε απ' τη θέση του και τον πλησίασε. — [191, 1311, 369, 1339]
novel-paragraph: προσωπικόν κολακείας, επρεπε να τόν πέρη από τα χέρια του Τζίνο. — [191, 823, 369, 863]
novel-label: ΤΟ ΜΥΘΙΣΤΟΡΗΜΑ ΜΑΣ — [61, 695, 313, 720]
schedule-row: 21.30 Επικαιρότητες — [5, 605, 112, 617]
donation-note: Τό Διοικητικόν Συμβούλιον εκφράζει θερμάς ευχαριστίας. — [393, 662, 720, 676]
novel-paragraph: — Μάλιστα, Θα πής ότι ήταν δύσκολη η εγχείρηση. Ο Κέντ ήταν σήμερα εξαιρετικός. Ποτέ άλλοτε δεν τον είδα τόσο ψύχραιμο και αποφασιστικό. — [5, 1302, 183, 1370]
novel-subheading: ΣΤΟ ΑΤΕΛΙΕ ΤΟΥ ΤΖΙΝΟ — [208, 1109, 352, 1123]
gold-alex-row-cell: 625 — [1101, 1358, 1121, 1370]
